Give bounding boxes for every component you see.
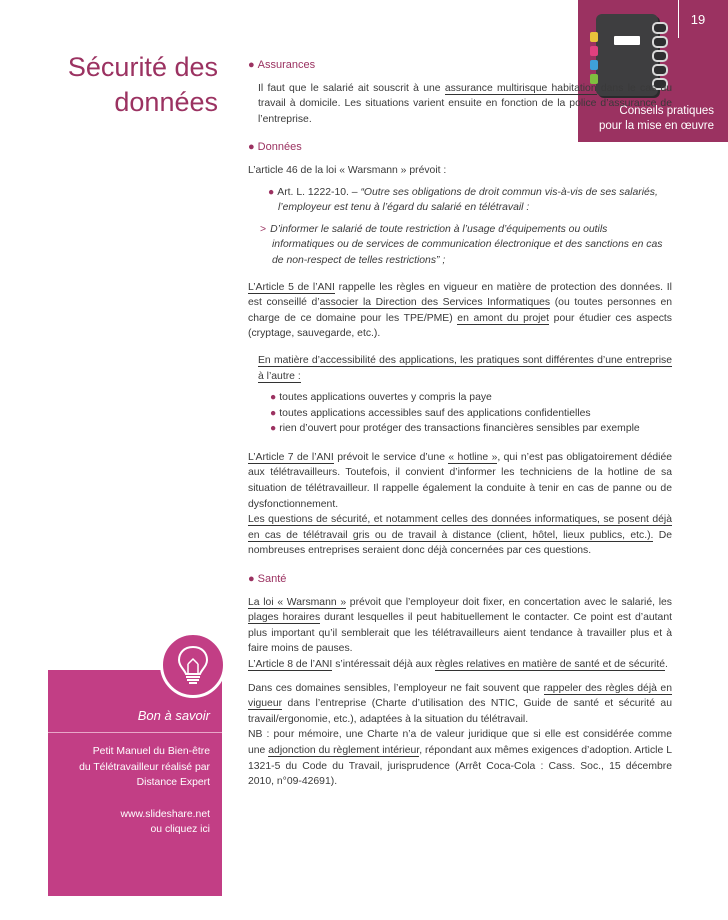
donnees-paragraph-ani5: L’Article 5 de l’ANI rappelle les règles en vigueur en matière de protection des données. Il est conseillé d’associer la Direction des Services Informatiques (ou toutes personnes en charge de ce domaine pour les TPE/PME) en amont du projet pour étudier ces aspects (cryptage, sauvegarde, etc.). [248, 281, 673, 340]
slideshare-link[interactable]: www.slideshare.net [120, 808, 210, 820]
sante-paragraph-warsmann: La loi « Warsmann » prévoit que l’employeur doit fixer, en concertation avec le salarié, les plages horaires durant lesquelles il peut habituellement le contacter. Ce point est d’autant plus important qu’il semblerait que les télétravailleurs aient tendance à travailler plus et à faire moins de pauses. [248, 596, 672, 655]
page-title-line2: données [114, 87, 218, 117]
sante-paragraph-nb: NB : pour mémoire, une Charte n’a de valeur juridique que si elle est considérée comme une adjonction du règlement intérieur, répondant aux mêmes exigences d’adoption. Article L 1321-5 du Code du Travail, jurisprudence (Arrêt Coca-Cola : Cass. Soc., 15 décembre 2010, n°09-42691). [248, 729, 672, 788]
list-item: ● toutes applications accessibles sauf des applications confidentielles [270, 407, 591, 419]
callout-body [40, 744, 210, 838]
accessibility-list [270, 390, 672, 437]
callout-line: Distance Expert [136, 777, 210, 788]
law-quote: ● Art. L. 1222-10. – “Outre ses obligations de droit commun vis-à-vis de ses salariés, l’employeur est tenu à l’égard du salarié en télétravail : [268, 186, 658, 214]
callout-line: Petit Manuel du Bien-être [92, 746, 210, 757]
callout-divider [48, 732, 222, 733]
accessibility-paragraph: En matière d’accessibilité des applications, les pratiques sont différentes d’une entreprise à l’autre : [258, 354, 672, 382]
donnees-paragraph-security: Les questions de sécurité, et notamment celles des données informatiques, se posent déjà en cas de télétravail gris ou de travail à distance (client, hôtel, lieux publics, etc.). De nombreuses entreprises seraient donc déjà concernées par ces questions. [248, 514, 672, 557]
donnees-paragraph-ani7: L’Article 7 de l’ANI prévoit le service d’une « hotline », qui n’est pas obligatoirement dédiée aux télétravailleurs. Toutefois, il convient d’informer les techniciens de la hotline de sa situation de télétravailleur. Il rappelle également la conduite à tenir en cas de panne ou de dysfonctionnement. [248, 451, 673, 510]
list-item: ● rien d’ouvert pour protéger des transactions financières sensibles par exemple [270, 423, 640, 435]
bullet-dot-icon: ● [268, 186, 275, 198]
section-heading-assurances: ● Assurances [248, 59, 316, 71]
donnees-intro: L’article 46 de la loi « Warsmann » prévoit : [248, 164, 447, 176]
callout-line: du Télétravailleur réalisé par [79, 761, 210, 773]
bullet-dot-icon: ● [248, 141, 255, 154]
main-content [248, 58, 672, 790]
section-heading-sante: ● Santé [248, 573, 287, 586]
page-title [68, 50, 218, 120]
section-heading-donnees: ● Données [248, 141, 302, 154]
bullet-dot-icon: ● [248, 59, 255, 71]
click-here-link[interactable]: ou cliquez ici [150, 824, 210, 835]
page-title-line1: Sécurité des [67, 52, 218, 82]
law-quote-sub: > D’informer le salarié de toute restriction à l’usage d’équipements ou outils informatiques ou de services de communication électronique et des sanctions en cas de non-respect de telles restrictions” ; [260, 223, 663, 266]
corner-caption-line1: Conseils pratiques [619, 105, 714, 117]
assurances-paragraph: Il faut que le salarié ait souscrit à une assurance multirisque habitation dans le cas du travail à domicile. Les situations varient ensuite en fonction de la police d’assurance de l’entreprise. [258, 82, 673, 125]
lightbulb-icon [160, 632, 226, 698]
callout-title: Bon à savoir [137, 708, 210, 723]
list-item: ● toutes applications ouvertes y compris la paye [270, 392, 492, 404]
bullet-dot-icon: ● [248, 573, 255, 586]
page-number: 19 [690, 12, 706, 27]
callout-box [48, 670, 222, 896]
sante-paragraph-domains: Dans ces domaines sensibles, l’employeur ne fait souvent que rappeler des règles déjà en vigueur dans l’entreprise (Charte d’utilisation des NTIC, Guide de santé et sécurité au travail/ergonomie, etc.), adaptées à la situation du télétravail. [248, 682, 672, 725]
sante-paragraph-ani8: L’Article 8 de l’ANI s’intéressait déjà aux règles relatives en matière de santé et de sécurité. [248, 659, 668, 670]
corner-caption-line2: pour la mise en œuvre [598, 120, 714, 132]
